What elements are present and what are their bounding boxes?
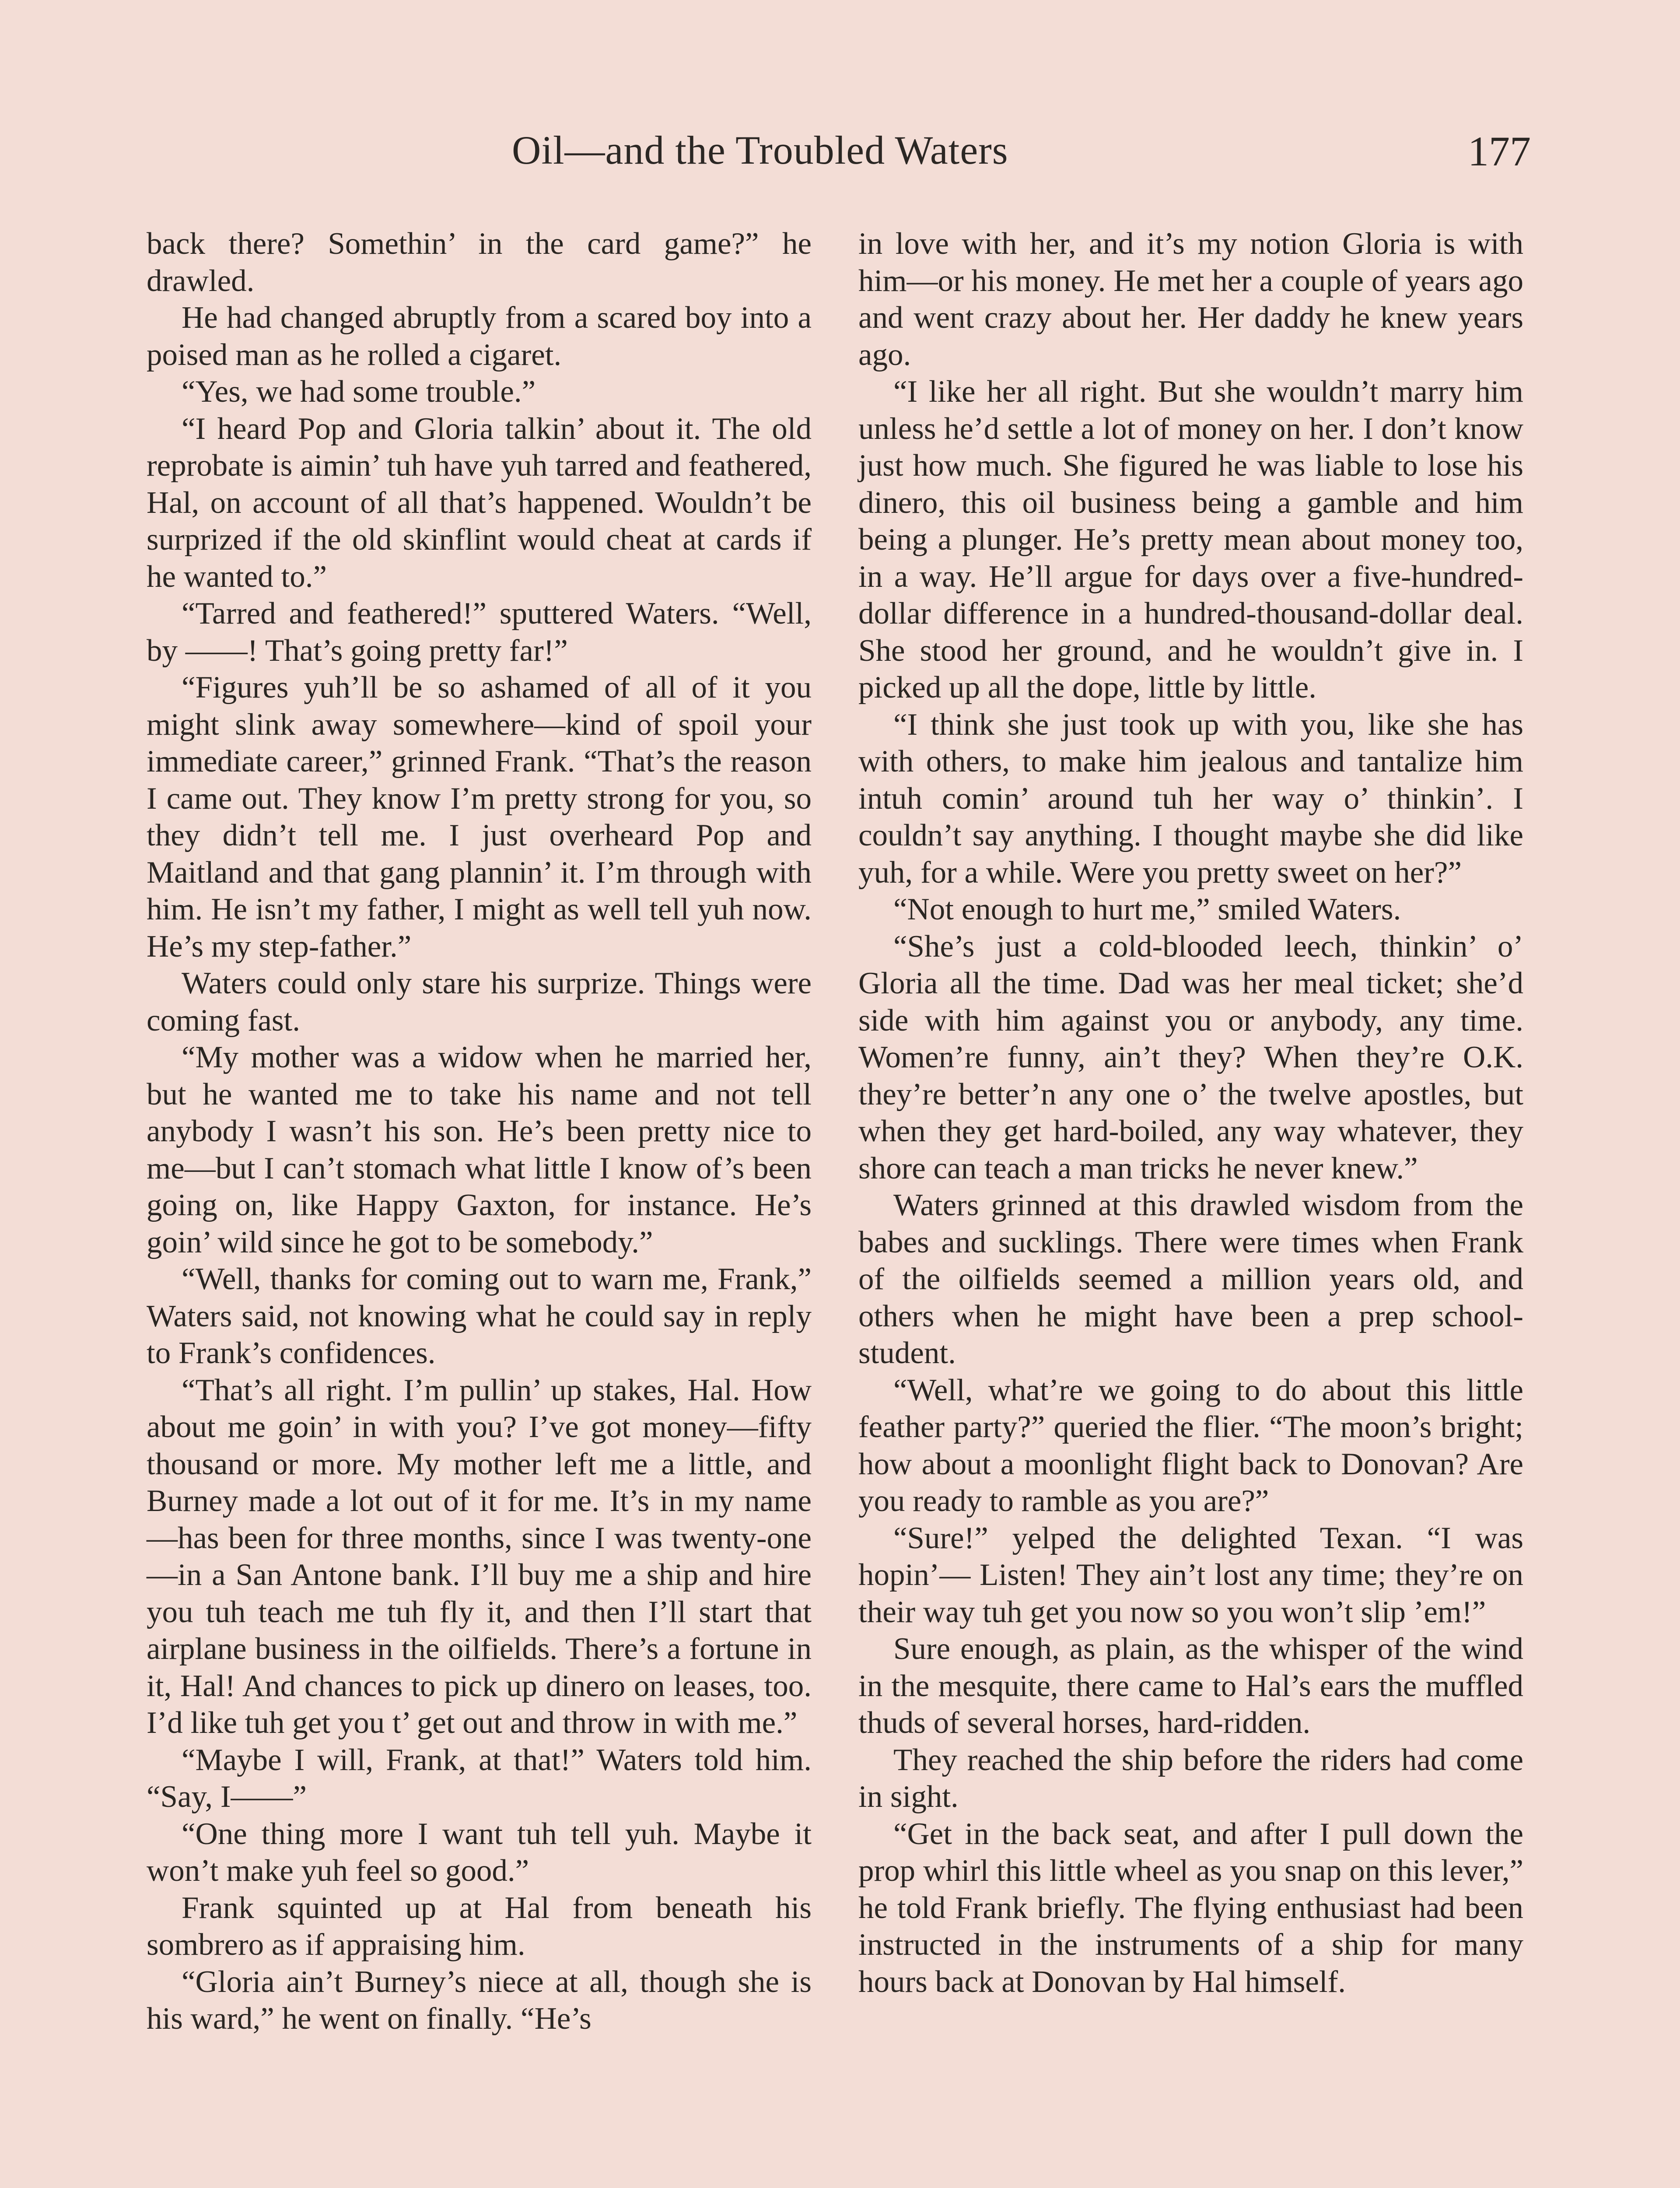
paragraph: “Gloria ain’t Burney’s niece at all, though she is his ward,” he went on finally. “He’s — [147, 1964, 812, 2036]
paragraph: “One thing more I want tuh tell yuh. Maybe it won’t make yuh feel so good.” — [147, 1816, 812, 1888]
left-column — [147, 225, 812, 2037]
paragraph: “I heard Pop and Gloria talkin’ about it. The old reprobate is aimin’ tuh have yuh tarred and feathered, Hal, on account of all that’s happened. Wouldn’t be surprized if the old skinflint would cheat at cards if he wanted to.” — [147, 411, 812, 594]
paragraph: They reached the ship before the riders had come in sight. — [858, 1743, 1523, 1814]
paragraph: “I think she just took up with you, like she has with others, to make him jealous and tantalize him intuh comin’ around tuh her way o’ thinkin’. I couldn’t say anything. I thought maybe she did like yuh, for a while. Were you pretty sweet on her?” — [858, 707, 1523, 890]
paragraph: back there? Somethin’ in the card game?” he drawled. — [147, 227, 812, 298]
paragraph: “That’s all right. I’m pullin’ up stakes, Hal. How about me goin’ in with you? I’ve got money—fifty thousand or more. My mother left me a little, and Burney made a lot out of it for me. It’s in my name—has been for three months, since I was twenty-one—in a San Antone bank. I’ll buy me a ship and hire you tuh teach me tuh fly it, and then I’ll start that airplane business in the oilfields. There’s a fortune in it, Hal! And chances to pick up dinero on leases, too. I’d like tuh get you t’ get out and throw in with me.” — [147, 1373, 812, 1740]
paragraph: “Yes, we had some trouble.” — [182, 375, 536, 409]
paragraph: “I like her all right. But she wouldn’t marry him unless he’d settle a lot of money on her. I don’t know just how much. She figured he was liable to lose his dinero, this oil business being a gamble and him being a plunger. He’s pretty mean about money too, in a way. He’ll argue for days over a five-hundred-dollar difference in a hundred-thousand-dollar deal. She stood her ground, and he wouldn’t give in. I picked up all the dope, little by little. — [858, 375, 1523, 705]
paragraph: Waters grinned at this drawled wisdom from the babes and sucklings. There were times when Frank of the oilfields seemed a million years old, and others when he might have been a prep school-student. — [858, 1188, 1523, 1370]
paragraph: “Get in the back seat, and after I pull down the prop whirl this little wheel as you snap on this lever,” he told Frank briefly. The flying enthusiast had been instructed in the instruments of a ship for many hours back at Donovan by Hal himself. — [858, 1816, 1523, 1999]
page-number: 177 — [1468, 128, 1531, 175]
paragraph: Frank squinted up at Hal from beneath his sombrero as if appraising him. — [147, 1890, 812, 1962]
paragraph: Sure enough, as plain, as the whisper of the wind in the mesquite, there came to Hal’s ears the muffled thuds of several horses, hard-ridden. — [858, 1632, 1523, 1740]
right-column — [858, 225, 1523, 2000]
paragraph: “Not enough to hurt me,” smiled Waters. — [893, 892, 1401, 926]
paragraph: in love with her, and it’s my notion Gloria is with him—or his money. He met her a couple of years ago and went crazy about her. Her daddy he knew years ago. — [858, 227, 1523, 372]
paragraph: “Well, thanks for coming out to warn me, Frank,” Waters said, not knowing what he could say in reply to Frank’s confidences. — [147, 1262, 812, 1370]
paragraph: “Figures yuh’ll be so ashamed of all of it you might slink away somewhere—kind of spoil your immediate career,” grinned Frank. “That’s the reason I came out. They know I’m pretty strong for you, so they didn’t tell me. I just overheard Pop and Maitland and that gang plannin’ it. I’m through with him. He isn’t my father, I might as well tell yuh now. He’s my step-father.” — [147, 670, 812, 964]
paragraph: “My mother was a widow when he married her, but he wanted me to take his name and not tell anybody I wasn’t his son. He’s been pretty nice to me—but I can’t stomach what little I know of’s been going on, like Happy Gaxton, for instance. He’s goin’ wild since he got to be somebody.” — [147, 1040, 812, 1259]
paragraph: “Tarred and feathered!” sputtered Waters. “Well, by ——! That’s going pretty far!” — [147, 596, 812, 668]
paragraph: “Maybe I will, Frank, at that!” Waters told him. “Say, I——” — [147, 1743, 812, 1814]
paragraph: “She’s just a cold-blooded leech, thinkin’ o’ Gloria all the time. Dad was her meal ticket; she’d side with him against you or anybody, any time. Women’re funny, ain’t they? When they’re O.K. they’re better’n any one o’ the twelve apostles, but when they get hard-boiled, any way whatever, they shore can teach a man tricks he never knew.” — [858, 929, 1523, 1185]
paragraph: “Well, what’re we going to do about this little feather party?” queried the flier. “The moon’s bright; how about a moonlight flight back to Donovan? Are you ready to ramble as you are?” — [858, 1373, 1523, 1518]
paragraph: “Sure!” yelped the delighted Texan. “I was hopin’— Listen! They ain’t lost any time; they’re on their way tuh get you now so you won’t slip ’em!” — [858, 1521, 1523, 1629]
paragraph: Waters could only stare his surprize. Things were coming fast. — [147, 966, 812, 1038]
paragraph: He had changed abruptly from a scared boy into a poised man as he rolled a cigaret. — [147, 301, 812, 372]
page-header — [0, 127, 1680, 188]
running-title: Oil—and the Troubled Waters — [512, 128, 1008, 172]
